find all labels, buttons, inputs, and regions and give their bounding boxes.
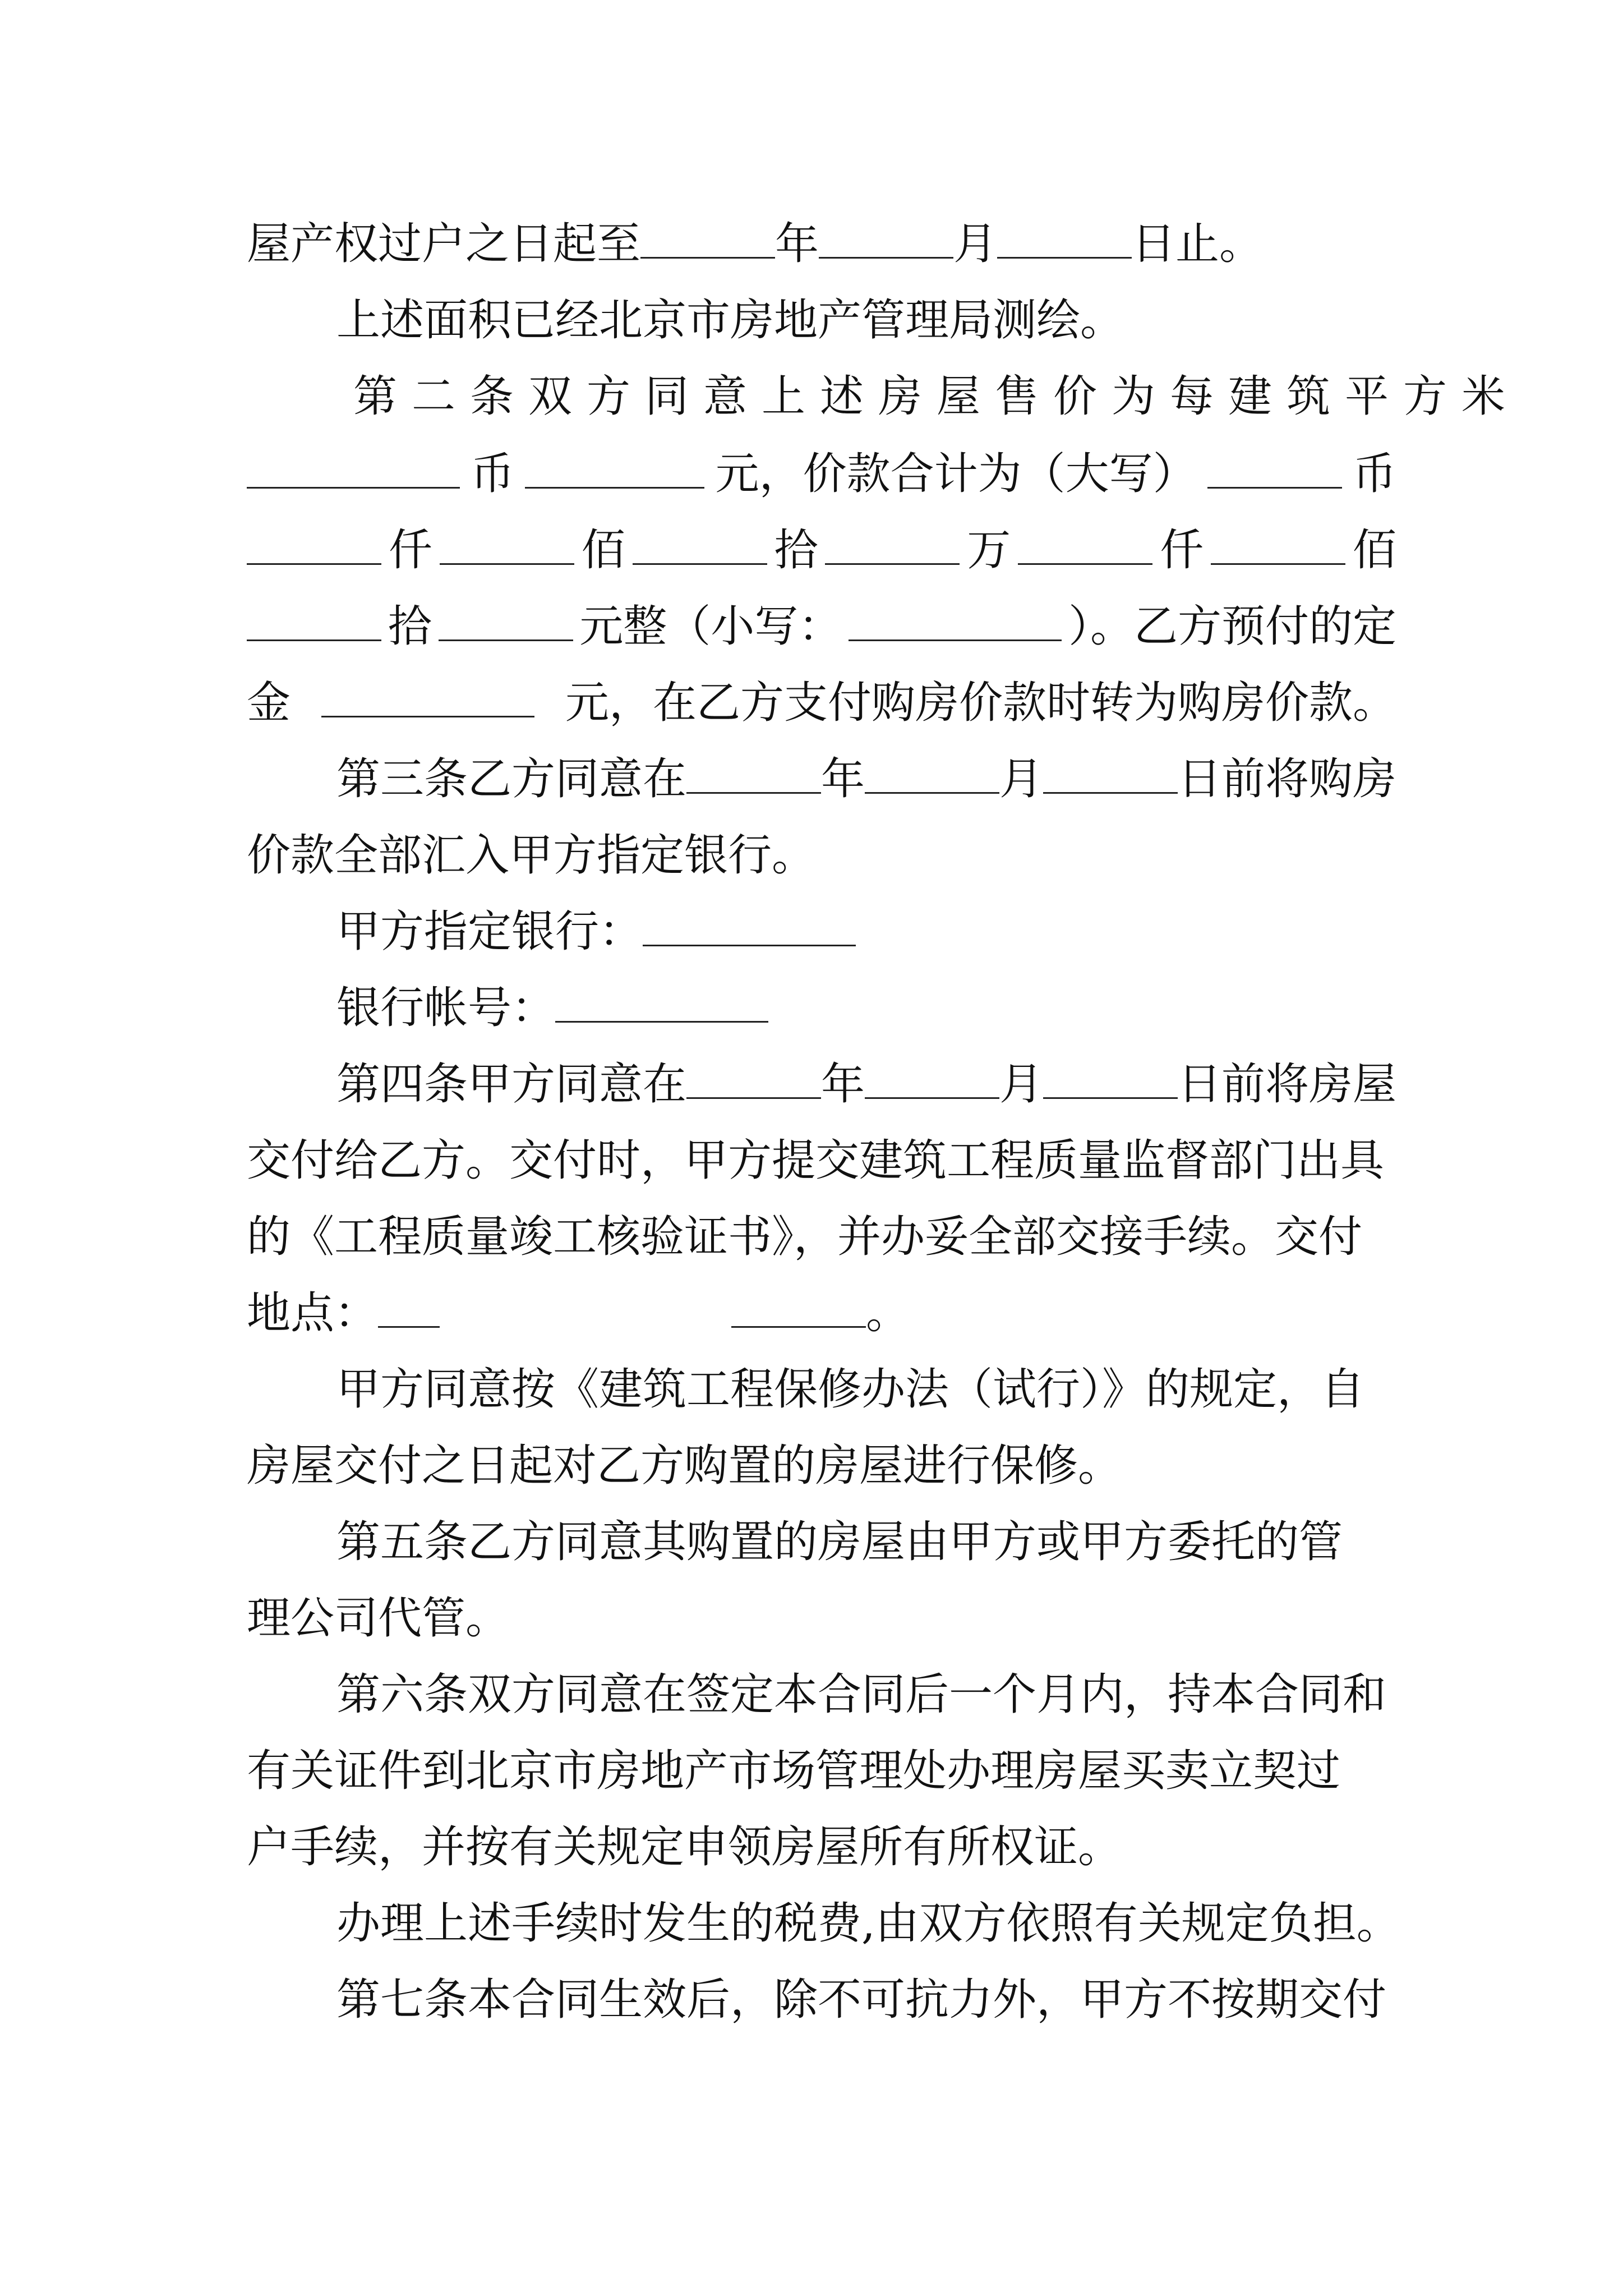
bank-account-blank: [555, 986, 768, 1023]
fill-blank: [247, 605, 381, 641]
fill-blank: [731, 1291, 866, 1328]
text-line: [247, 1740, 1396, 1802]
fill-blank: [997, 222, 1132, 259]
text-fragment: 交付给乙方。交付时，甲方提交建筑工程质量监督部门出具: [247, 1135, 1385, 1186]
text-fragment: 佰: [581, 525, 625, 576]
text-fragment: 有关证件到北京市房地产市场管理处办理房屋买卖立契过: [247, 1746, 1341, 1796]
text-fragment: 办理上述手续时发生的税费,由双方依照有关规定负担。: [336, 1898, 1400, 1949]
text-line: [247, 213, 1396, 275]
text-fragment: 月: [953, 219, 998, 269]
text-fragment: 月: [999, 754, 1044, 804]
text-fragment: 第六条双方同意在签定本合同后一个月内，持本合同和: [336, 1669, 1387, 1720]
text-fragment: 年: [821, 754, 865, 804]
text-fragment: 年: [775, 219, 819, 269]
text-fragment: 屋产权过户之日起至: [247, 219, 641, 269]
text-fragment: 拾: [774, 525, 818, 576]
fill-blank: [1043, 757, 1178, 794]
text-fragment: 价款全部汇入甲方指定银行。: [247, 830, 816, 881]
fill-blank: [525, 452, 704, 489]
fill-blank: [247, 452, 460, 489]
text-line: [336, 977, 1396, 1039]
text-line: [247, 1435, 1396, 1497]
fill-blank: [321, 681, 534, 717]
text-fragment: 月: [999, 1059, 1044, 1110]
text-fragment: 银行帐号：: [336, 983, 556, 1033]
text-fragment: 的《工程质量竣工核验证书》，并办妥全部交接手续。交付: [247, 1212, 1363, 1262]
text-fragment: 第七条本合同生效后，除不可抗力外，甲方不按期交付: [336, 1975, 1387, 2025]
text-line: [336, 1359, 1396, 1420]
text-line: [336, 901, 1396, 963]
fill-blank: [865, 757, 999, 794]
text-line: [353, 366, 1520, 427]
text-line: [247, 1282, 1396, 1344]
text-fragment: 第三条乙方同意在: [336, 754, 687, 804]
text-fragment: 币: [1352, 449, 1396, 499]
fill-blank: [247, 528, 381, 565]
text-line: [336, 1969, 1396, 2031]
text-fragment: 地点：: [247, 1288, 379, 1338]
text-fragment: 日止。: [1132, 219, 1264, 269]
text-fragment: 日前将购房: [1178, 754, 1397, 804]
text-line: [336, 289, 1396, 351]
text-fragment: 元，价款合计为（大写）: [715, 449, 1197, 499]
fill-blank: [1043, 1062, 1178, 1099]
fill-blank: [825, 528, 960, 565]
fill-blank: [1207, 452, 1342, 489]
text-fragment: 金: [247, 678, 291, 728]
text-fragment: 年: [821, 1059, 865, 1110]
text-fragment: 拾: [388, 601, 432, 652]
fill-blank: [640, 222, 775, 259]
bank-name-blank: [643, 910, 856, 946]
text-line: [247, 596, 1396, 657]
fill-blank: [849, 605, 1062, 641]
text-fragment: 币: [471, 449, 515, 499]
fill-blank: [865, 1062, 999, 1099]
text-line: [336, 748, 1396, 810]
text-line: [247, 1816, 1396, 1878]
text-fragment: 甲方指定银行：: [336, 907, 643, 957]
text-line: [336, 1053, 1396, 1115]
text-fragment: ）。乙方预付的定: [1068, 601, 1396, 652]
text-fragment: 仟: [1160, 525, 1204, 576]
text-fragment: 理公司代管。: [247, 1593, 510, 1644]
text-fragment: 房屋交付之日起对乙方购置的房屋进行保修。: [247, 1441, 1122, 1491]
fill-blank: [440, 528, 574, 565]
text-line: [247, 443, 1396, 505]
text-fragment: 佰: [1352, 525, 1396, 576]
text-line: [247, 1130, 1396, 1191]
text-fragment: 仟: [388, 525, 432, 576]
fill-blank: [819, 222, 953, 259]
text-line: [247, 519, 1396, 581]
text-fragment: 日前将房屋: [1178, 1059, 1397, 1110]
fill-blank: [378, 1291, 440, 1328]
text-fragment: 元，在乙方支付购房价款时转为购房价款。: [565, 678, 1396, 728]
text-fragment: 元整（小写：: [579, 601, 842, 652]
fill-blank: [633, 528, 767, 565]
text-fragment: 第五条乙方同意其购置的房屋由甲方或甲方委托的管: [336, 1517, 1343, 1567]
text-line: [247, 1588, 1396, 1649]
text-line: [247, 1206, 1396, 1268]
fill-blank: [1018, 528, 1152, 565]
text-fragment: 甲方同意按《建筑工程保修办法（试行）》的规定，自: [336, 1364, 1365, 1415]
text-fragment: 上述面积已经北京市房地产管理局测绘。: [336, 295, 1124, 346]
fill-blank: [439, 605, 573, 641]
text-line: [247, 672, 1396, 734]
text-line: [336, 1893, 1400, 1954]
text-line: [336, 1664, 1396, 1726]
text-fragment: 第二条双方同意上述房屋售价为每建筑平方米: [353, 371, 1520, 422]
text-line: [247, 825, 1396, 886]
fill-blank: [686, 757, 821, 794]
text-line: [336, 1511, 1396, 1573]
text-fragment: 。: [866, 1288, 910, 1338]
text-fragment: 万: [967, 525, 1011, 576]
fill-blank: [686, 1062, 821, 1099]
fill-blank: [1211, 528, 1345, 565]
text-fragment: 户手续，并按有关规定申领房屋所有所权证。: [247, 1822, 1122, 1872]
text-fragment: 第四条甲方同意在: [336, 1059, 687, 1110]
